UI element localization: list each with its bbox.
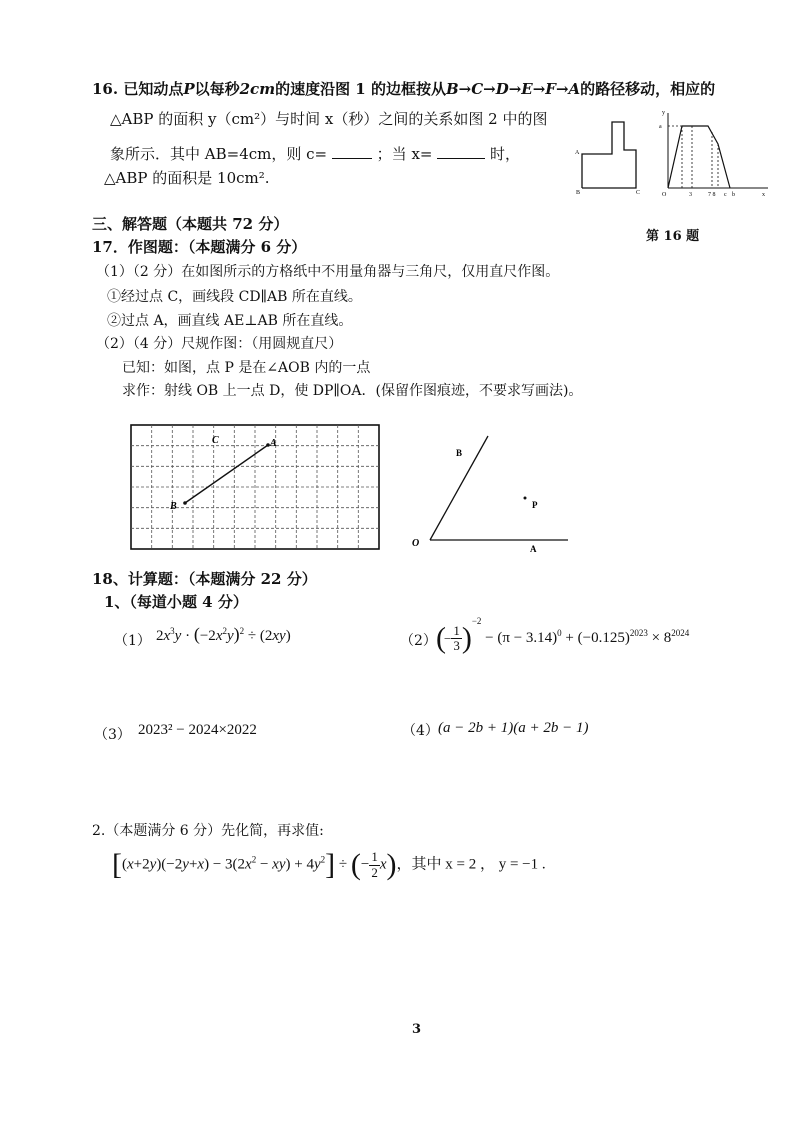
fig2-label-x: x: [762, 192, 765, 198]
q17-part2: （2）（4 分）尺规作图：（用圆规直尺）: [96, 336, 343, 352]
q18-item1-number: （1）: [114, 633, 151, 649]
q16-figure2: [656, 108, 771, 198]
fig1-label-b: B: [576, 190, 581, 196]
fig2-label-d: b: [732, 192, 735, 198]
grid-label-a: A: [270, 438, 277, 449]
q17-title: 17．作图题：（本题满分 6 分）: [92, 238, 307, 256]
q17-part1-a: ①经过点 C，画线段 CD∥AB 所在直线。: [107, 289, 362, 305]
q18-sub2-title: 2.（本题满分 6 分）先化简，再求值:: [92, 823, 324, 839]
q16-path: B→C→D→E→F→A: [445, 80, 581, 98]
fig1-label-c: C: [636, 190, 641, 196]
q16-text: 的速度沿图 1 的边框按从: [275, 80, 446, 98]
q16-text: 的路径移动，相应的: [580, 80, 716, 98]
q18-sub2-condition: ，其中 x = 2 ， y = −1 .: [396, 856, 546, 873]
q16-speed: 2cm: [239, 80, 276, 98]
q16-point-p: P: [183, 80, 195, 98]
q17-grid-figure: [130, 424, 382, 552]
q17-given: 已知：如图，点 P 是在∠AOB 内的一点: [122, 360, 371, 376]
q16-line1: [92, 78, 715, 99]
angle-label-p: P: [532, 500, 538, 510]
fig2-label-o: O: [662, 192, 667, 198]
answer-blank-x[interactable]: [437, 146, 485, 159]
q17-angle-figure: [408, 428, 578, 558]
q16-text: 16. 已知动点: [92, 80, 184, 98]
fig2-label-3: 3: [689, 192, 692, 198]
q18-item4-expression: (a − 2b + 1)(a + 2b − 1): [438, 720, 589, 736]
angle-label-a: A: [530, 544, 537, 554]
q16-line4: △ABP 的面积是 10cm².: [104, 169, 270, 187]
q16-text: 以每秒: [194, 80, 240, 98]
q18-sub1-title: 1、（每道小题 4 分）: [104, 593, 248, 611]
q18-item2-number: （2）: [400, 633, 437, 649]
fig2-label-c: c: [724, 192, 727, 198]
q18-item4-number: （4）: [402, 723, 439, 739]
q16-text: 象所示．其中 AB=4cm，则 c=: [110, 145, 328, 163]
q18-sub2-expression: $[(x+2y)(-2y+x) - 3(2x^2 - xy) + 4y^2]$ ÷ (− $\frac{1}{2}$ x)，其中 x = 2 ， y = −1 .: [112, 848, 546, 881]
answer-blank-c[interactable]: [332, 146, 372, 159]
q18-item1-expression: $2x^3y \cdot (-2x^2y)^2 \div (2xy)$: [156, 624, 291, 644]
section3-title: 三、解答题（本题共 72 分）: [92, 215, 289, 233]
q16-text: ；当 x=: [376, 145, 433, 163]
grid-label-b: B: [170, 501, 177, 512]
angle-label-b: B: [456, 448, 463, 458]
angle-label-o: O: [412, 538, 420, 549]
fig2-label-78: 7 8: [708, 192, 716, 198]
q18-item3-expression: 2023² − 2024×2022: [138, 722, 257, 738]
q17-part1: （1）（2 分）在如图所示的方格纸中不用量角器与三角尺，仅用直尺作图。: [96, 264, 560, 280]
fig2-label-y: y: [662, 110, 665, 116]
page-number: 3: [412, 1022, 422, 1037]
q16-line2: △ABP 的面积 y（cm²）与时间 x（秒）之间的关系如图 2 中的图: [110, 110, 548, 128]
q18-item2-expression: (− $\frac{1}{3}$ )$^{-2} - (\pi - 3.14)^0 + (-0.125)^{2023} \times 8^{2024}$: [436, 616, 690, 655]
q18-title: 18、计算题：（本题满分 22 分）: [92, 570, 317, 588]
q18-item3-number: （3）: [94, 727, 131, 743]
q17-find: 求作：射线 OB 上一点 D，使 DP∥OA．(保留作图痕迹，不要求写画法)。: [122, 383, 583, 399]
q17-part1-b: ②过点 A，画直线 AE⊥AB 所在直线。: [107, 313, 353, 329]
grid-label-c: C: [212, 435, 219, 446]
q16-fig-caption: 第 16 题: [646, 229, 700, 244]
fig1-label-a: A: [575, 150, 580, 156]
q16-text: 时，: [490, 145, 521, 163]
fig2-label-top: a: [659, 124, 662, 130]
q16-line3: [110, 143, 520, 164]
q16-figure1: [572, 110, 652, 200]
